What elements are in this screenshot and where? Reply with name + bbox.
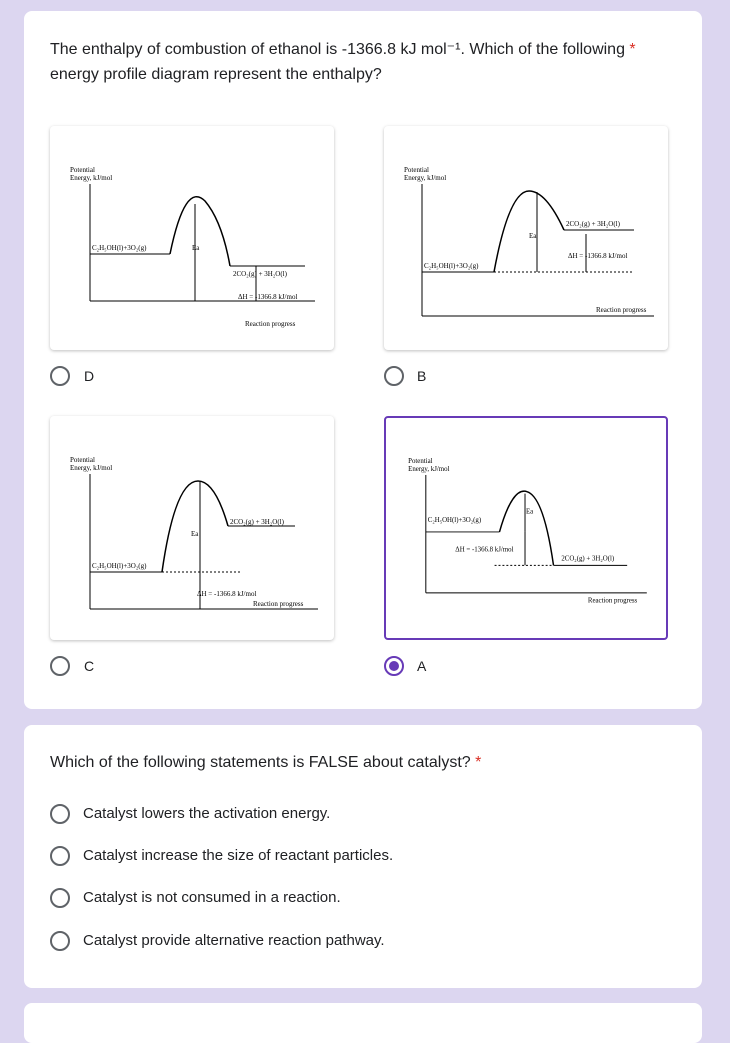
- choice-label-1: Catalyst lowers the activation energy.: [83, 805, 331, 822]
- ea-label: Ea: [529, 232, 537, 240]
- option-d-diagram[interactable]: [50, 126, 334, 350]
- option-a-radio[interactable]: [384, 656, 404, 676]
- energy-diagram-d: [50, 126, 334, 350]
- ea-label: Ea: [526, 508, 534, 516]
- question-card-3: [24, 1003, 702, 1043]
- xlabel: Reaction progress: [253, 600, 304, 608]
- energy-diagram-c: [50, 416, 334, 640]
- question-title-line1: The enthalpy of combustion of ethanol is -1366.8 kJ mol⁻¹. Which of the following: [50, 41, 625, 58]
- xlabel: Reaction progress: [596, 306, 647, 314]
- ylabel-1: Potential: [70, 456, 95, 464]
- option-b-label: B: [417, 368, 427, 384]
- energy-diagram-b: [384, 126, 668, 350]
- ylabel-1: Potential: [404, 166, 429, 174]
- option-b-radio[interactable]: [384, 366, 404, 386]
- choice-radio-2[interactable]: [50, 846, 70, 866]
- energy-diagram-a: [386, 418, 666, 638]
- energy-curve: [170, 197, 230, 266]
- choice-label-3: Catalyst is not consumed in a reaction.: [83, 889, 341, 906]
- question-title: [50, 37, 636, 87]
- choice-radio-1[interactable]: [50, 804, 70, 824]
- xlabel: Reaction progress: [245, 320, 296, 328]
- reactants-label: C₂H₅OH(l)+3O₂(g): [427, 517, 482, 525]
- option-d-radio[interactable]: [50, 366, 70, 386]
- option-d-label: D: [84, 368, 95, 384]
- ea-label: Ea: [191, 530, 199, 538]
- reactants-label: C₂H₅OH(l)+3O₂(g): [92, 562, 147, 570]
- choice-label-4: Catalyst provide alternative reaction pathway.: [83, 932, 385, 949]
- energy-curve: [499, 491, 553, 565]
- choice-radio-3[interactable]: [50, 888, 70, 908]
- ylabel-2: Energy, kJ/mol: [70, 464, 113, 472]
- ea-label: Ea: [192, 244, 200, 252]
- option-c-diagram[interactable]: [50, 416, 334, 640]
- option-c-radio[interactable]: [50, 656, 70, 676]
- reactants-label: C₂H₅OH(l)+3O₂(g): [92, 244, 147, 252]
- reactants-label: C₂H₅OH(l)+3O₂(g): [424, 262, 479, 270]
- question-title-text: Which of the following statements is FALSE about catalyst?: [50, 754, 471, 771]
- option-a-diagram[interactable]: [384, 416, 668, 640]
- ylabel-1: Potential: [70, 166, 95, 174]
- delta-h-label: ΔH = -1366.8 kJ/mol: [568, 252, 628, 260]
- delta-h-label: ΔH = -1366.8 kJ/mol: [197, 590, 257, 598]
- option-a-label: A: [417, 658, 427, 674]
- question-title: [50, 750, 481, 775]
- delta-h-label: ΔH = -1366.8 kJ/mol: [455, 546, 514, 554]
- option-b-diagram[interactable]: [384, 126, 668, 350]
- question-card-1: [24, 11, 702, 709]
- question-title-line2: energy profile diagram represent the enthalpy?: [50, 66, 382, 83]
- ylabel-2: Energy, kJ/mol: [408, 466, 450, 474]
- question-card-2: [24, 725, 702, 988]
- delta-h-label: ΔH = -1366.8 kJ/mol: [238, 293, 298, 301]
- xlabel: Reaction progress: [587, 597, 638, 605]
- energy-curve: [162, 481, 228, 572]
- products-label: 2CO₂(g) + 3H₂O(l): [566, 220, 620, 228]
- option-c-label: C: [84, 658, 95, 674]
- products-label: 2CO₂(g) + 3H₂O(l): [561, 555, 615, 563]
- products-label: 2CO₂(g) + 3H₂O(l): [230, 518, 284, 526]
- choice-radio-4[interactable]: [50, 931, 70, 951]
- ylabel-1: Potential: [408, 458, 433, 466]
- ylabel-2: Energy, kJ/mol: [404, 174, 447, 182]
- required-asterisk: *: [475, 754, 482, 771]
- products-label: 2CO₂(g) + 3H₂O(l): [233, 270, 287, 278]
- required-asterisk: *: [629, 41, 636, 58]
- choice-label-2: Catalyst increase the size of reactant particles.: [83, 847, 394, 864]
- ylabel-2: Energy, kJ/mol: [70, 174, 113, 182]
